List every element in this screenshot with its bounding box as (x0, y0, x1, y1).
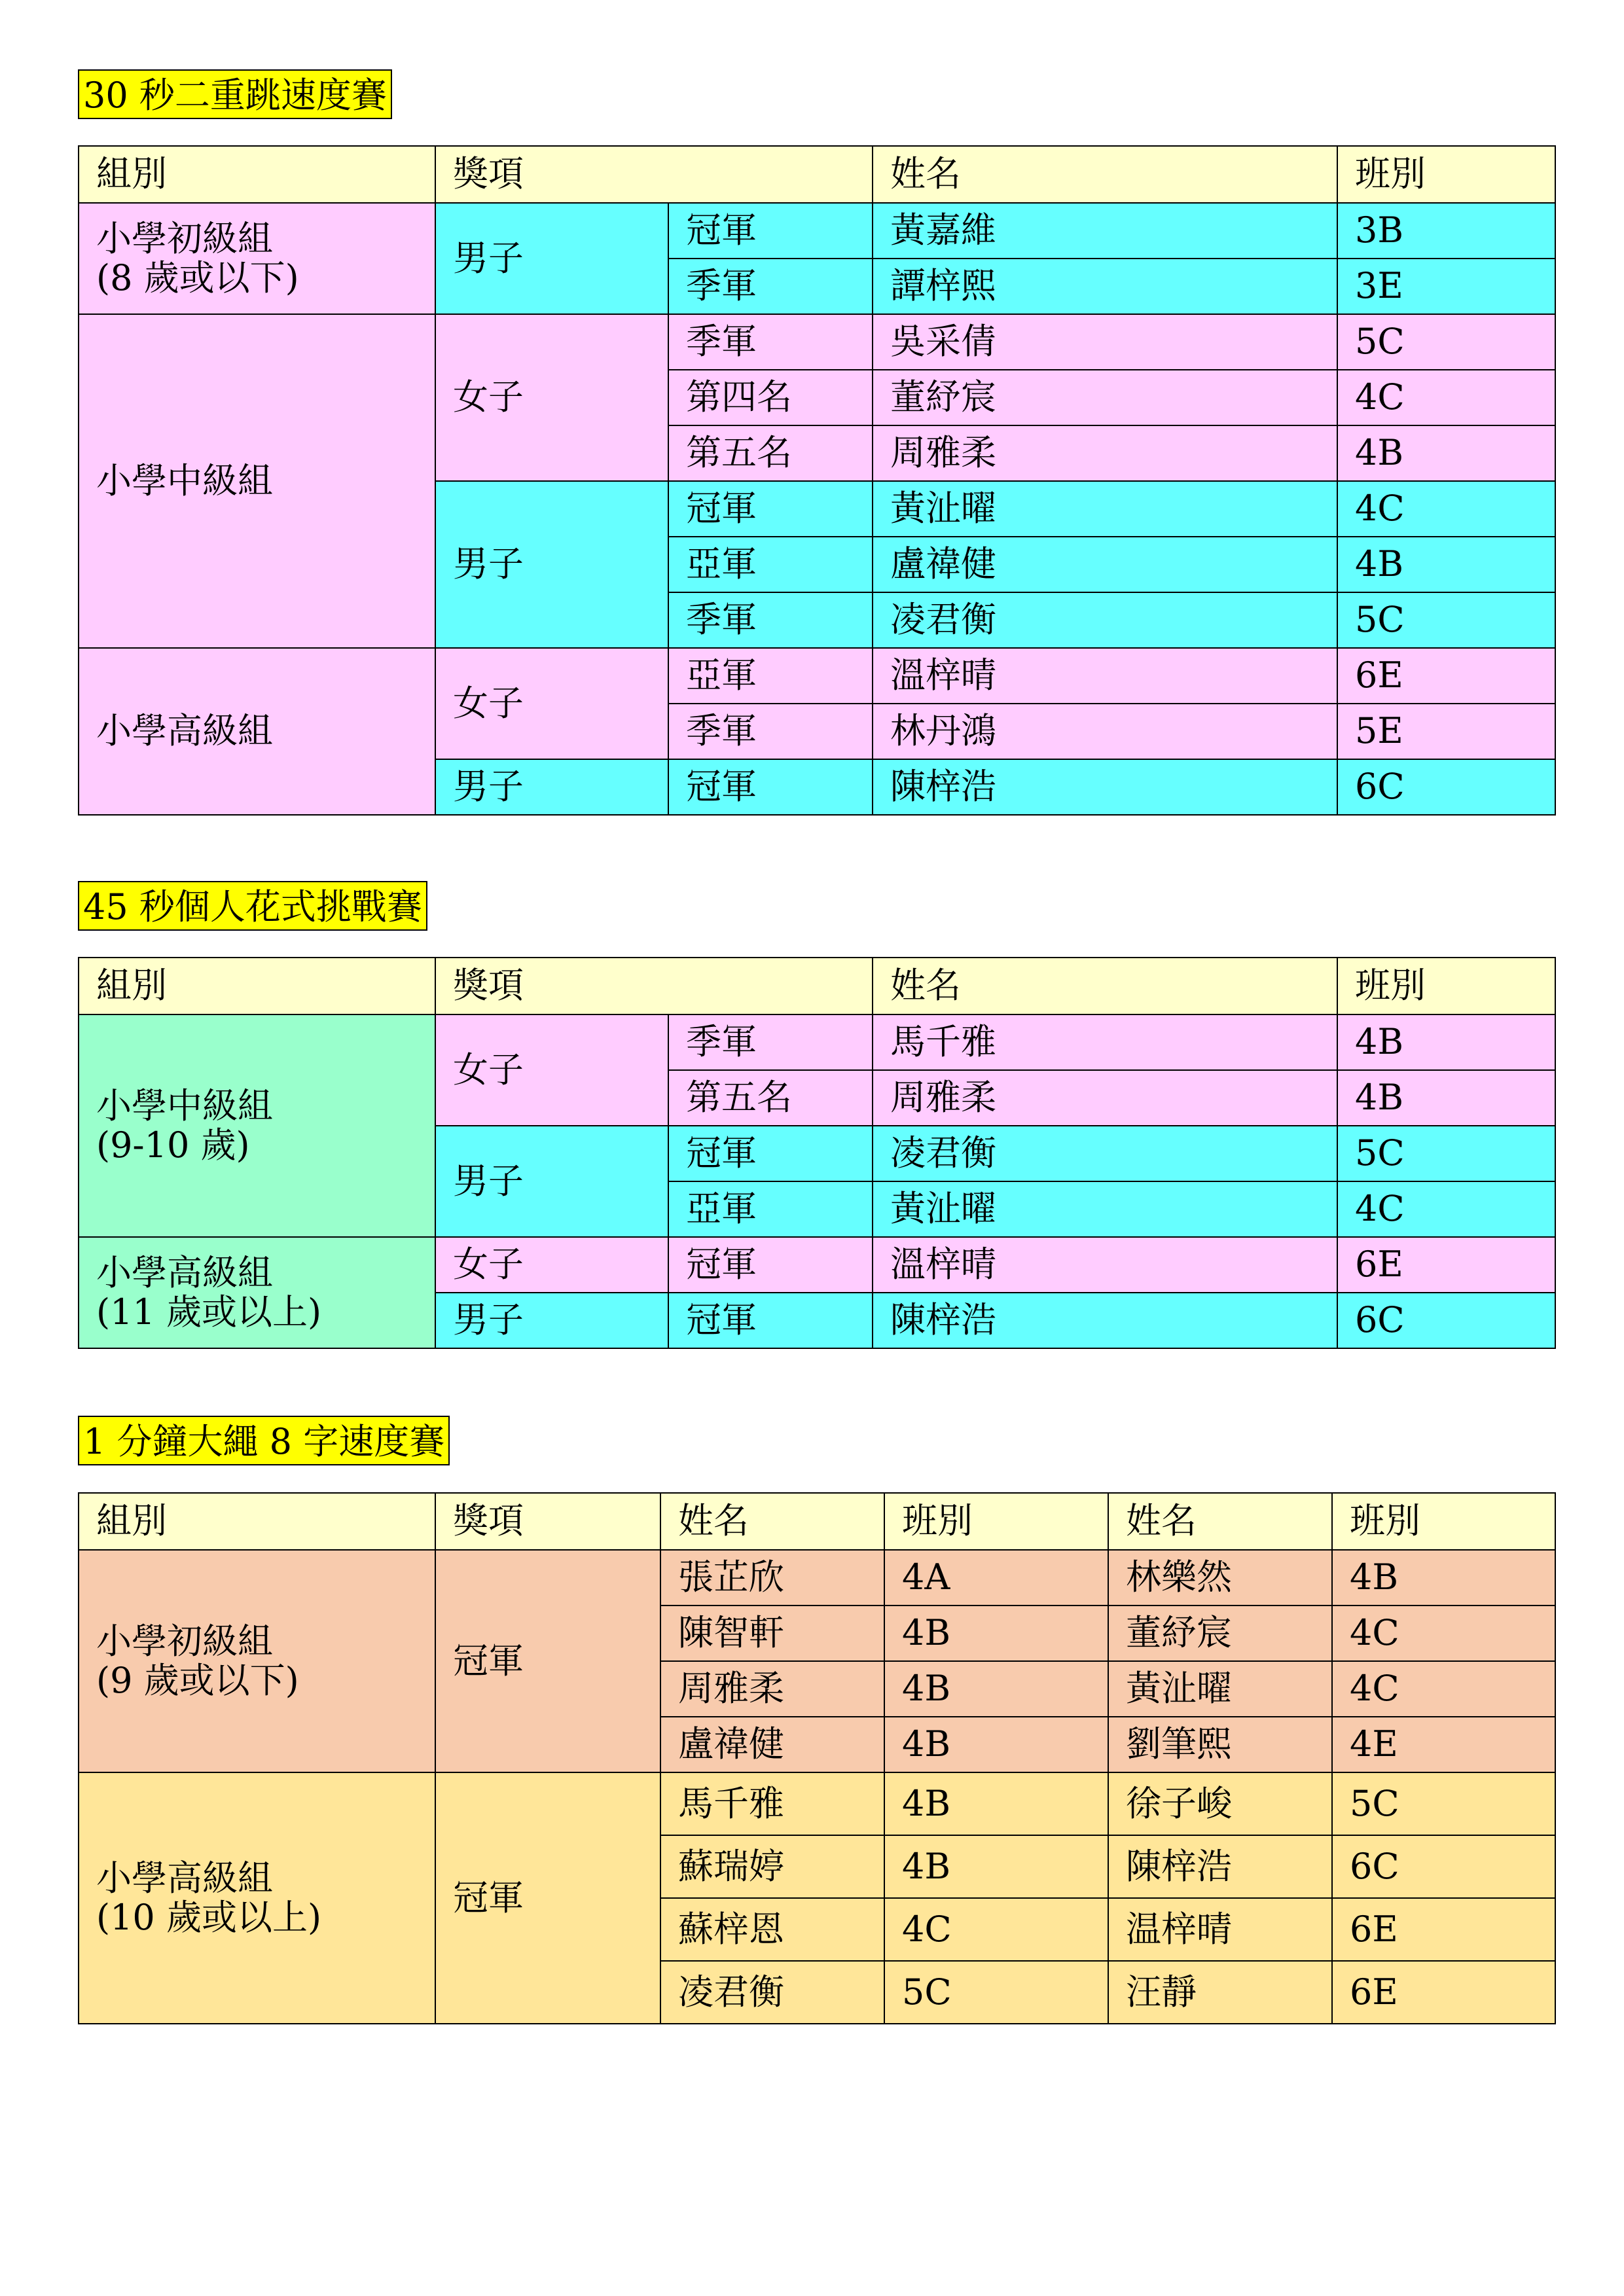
group-cell: 小學中級組 (9-10 歲) (79, 1014, 435, 1237)
header-group: 組別 (79, 146, 435, 203)
award-cell: 冠軍 (668, 1126, 873, 1181)
class-cell: 5C (1337, 592, 1555, 648)
gender-cell: 男子 (435, 203, 668, 314)
award-cell: 冠軍 (668, 481, 873, 537)
name-cell: 張芷欣 (660, 1550, 884, 1605)
class-cell: 4C (884, 1898, 1108, 1961)
gender-cell: 女子 (435, 1237, 668, 1293)
name-cell: 凌君衡 (660, 1961, 884, 2024)
gender-cell: 男子 (435, 1293, 668, 1348)
gender-cell: 女子 (435, 648, 668, 759)
name-cell: 林丹鴻 (873, 704, 1337, 759)
name-cell: 蘇瑞婷 (660, 1835, 884, 1898)
name-cell: 汪靜 (1108, 1961, 1332, 2024)
award-cell: 季軍 (668, 259, 873, 314)
name-cell: 溫梓晴 (873, 1237, 1337, 1293)
award-cell: 季軍 (668, 314, 873, 370)
results-table-long-rope (78, 1492, 1556, 2024)
gender-cell: 女子 (435, 314, 668, 481)
group-cell: 小學高級組 (79, 648, 435, 815)
gender-cell: 男子 (435, 759, 668, 815)
table-header (79, 1493, 1555, 1550)
award-cell: 第四名 (668, 370, 873, 425)
class-cell: 6C (1332, 1835, 1555, 1898)
class-cell: 6E (1337, 648, 1555, 704)
table-header (79, 146, 1555, 203)
header-name: 姓名 (1108, 1493, 1332, 1550)
header-class: 班別 (1337, 958, 1555, 1014)
results-table-freestyle (78, 957, 1556, 1349)
class-cell: 6C (1337, 759, 1555, 815)
header-award: 獎項 (435, 958, 873, 1014)
class-cell: 6E (1332, 1898, 1555, 1961)
name-cell: 馬千雅 (660, 1772, 884, 1835)
name-cell: 盧禕健 (873, 537, 1337, 592)
award-cell: 季軍 (668, 1014, 873, 1070)
header-name: 姓名 (873, 958, 1337, 1014)
class-cell: 4A (884, 1550, 1108, 1605)
group-cell: 小學初級組 (9 歲或以下) (79, 1550, 435, 1772)
class-cell: 4B (884, 1835, 1108, 1898)
class-cell: 4B (1337, 425, 1555, 481)
class-cell: 4B (884, 1772, 1108, 1835)
table-header (79, 958, 1555, 1014)
award-cell: 冠軍 (668, 1293, 873, 1348)
header-class: 班別 (884, 1493, 1108, 1550)
award-cell: 亞軍 (668, 1181, 873, 1237)
table-row (79, 1014, 1555, 1070)
name-cell: 黃沚曜 (1108, 1661, 1332, 1717)
group-cell: 小學高級組 (11 歲或以上) (79, 1237, 435, 1348)
name-cell: 吳采倩 (873, 314, 1337, 370)
class-cell: 4C (1337, 1181, 1555, 1237)
group-cell: 小學中級組 (79, 314, 435, 648)
class-cell: 5C (1337, 314, 1555, 370)
header-class: 班別 (1337, 146, 1555, 203)
name-cell: 董紓宸 (873, 370, 1337, 425)
class-cell: 3B (1337, 203, 1555, 259)
award-cell: 亞軍 (668, 648, 873, 704)
class-cell: 5C (1337, 1126, 1555, 1181)
award-cell: 冠軍 (668, 1237, 873, 1293)
header-award: 獎項 (435, 146, 873, 203)
class-cell: 6E (1337, 1237, 1555, 1293)
class-cell: 4B (1337, 1070, 1555, 1126)
header-award: 獎項 (435, 1493, 660, 1550)
header-group: 組別 (79, 958, 435, 1014)
award-cell: 亞軍 (668, 537, 873, 592)
name-cell: 董紓宸 (1108, 1605, 1332, 1661)
name-cell: 徐子峻 (1108, 1772, 1332, 1835)
award-cell: 季軍 (668, 592, 873, 648)
header-group: 組別 (79, 1493, 435, 1550)
name-cell: 溫梓晴 (873, 648, 1337, 704)
class-cell: 4C (1332, 1605, 1555, 1661)
award-cell: 第五名 (668, 1070, 873, 1126)
name-cell: 陳梓浩 (1108, 1835, 1332, 1898)
name-cell: 凌君衡 (873, 1126, 1337, 1181)
class-cell: 5E (1337, 704, 1555, 759)
header-name: 姓名 (660, 1493, 884, 1550)
class-cell: 4B (884, 1717, 1108, 1772)
table-row (79, 1772, 1555, 1835)
award-cell: 冠軍 (435, 1550, 660, 1772)
class-cell: 4B (1337, 537, 1555, 592)
class-cell: 4B (1337, 1014, 1555, 1070)
name-cell: 周雅柔 (660, 1661, 884, 1717)
name-cell: 陳梓浩 (873, 759, 1337, 815)
class-cell: 4C (1337, 370, 1555, 425)
class-cell: 4C (1332, 1661, 1555, 1717)
name-cell: 周雅柔 (873, 425, 1337, 481)
name-cell: 黃沚曜 (873, 481, 1337, 537)
name-cell: 黃嘉維 (873, 203, 1337, 259)
name-cell: 譚梓熙 (873, 259, 1337, 314)
class-cell: 4B (1332, 1550, 1555, 1605)
name-cell: 黃沚曜 (873, 1181, 1337, 1237)
name-cell: 林樂然 (1108, 1550, 1332, 1605)
award-cell: 冠軍 (435, 1772, 660, 2024)
name-cell: 陳智軒 (660, 1605, 884, 1661)
name-cell: 盧禕健 (660, 1717, 884, 1772)
section-title-freestyle: 45 秒個人花式挑戰賽 (78, 881, 427, 931)
class-cell: 6C (1337, 1293, 1555, 1348)
header-name: 姓名 (873, 146, 1337, 203)
award-cell: 冠軍 (668, 759, 873, 815)
gender-cell: 女子 (435, 1014, 668, 1126)
class-cell: 4B (884, 1605, 1108, 1661)
name-cell: 周雅柔 (873, 1070, 1337, 1126)
class-cell: 6E (1332, 1961, 1555, 2024)
class-cell: 4B (884, 1661, 1108, 1717)
name-cell: 劉筆熙 (1108, 1717, 1332, 1772)
class-cell: 4E (1332, 1717, 1555, 1772)
table-row (79, 648, 1555, 704)
name-cell: 馬千雅 (873, 1014, 1337, 1070)
award-cell: 冠軍 (668, 203, 873, 259)
gender-cell: 男子 (435, 1126, 668, 1237)
class-cell: 5C (1332, 1772, 1555, 1835)
name-cell: 温梓晴 (1108, 1898, 1332, 1961)
class-cell: 5C (884, 1961, 1108, 2024)
section-title-long-rope: 1 分鐘大繩 8 字速度賽 (78, 1416, 450, 1465)
table-row (79, 1237, 1555, 1293)
class-cell: 3E (1337, 259, 1555, 314)
group-cell: 小學初級組 (8 歲或以下) (79, 203, 435, 314)
gender-cell: 男子 (435, 481, 668, 648)
name-cell: 陳梓浩 (873, 1293, 1337, 1348)
results-table-double-under (78, 145, 1556, 816)
class-cell: 4C (1337, 481, 1555, 537)
name-cell: 凌君衡 (873, 592, 1337, 648)
award-cell: 季軍 (668, 704, 873, 759)
award-cell: 第五名 (668, 425, 873, 481)
table-row (79, 1550, 1555, 1605)
group-cell: 小學高級組 (10 歲或以上) (79, 1772, 435, 2024)
table-row (79, 314, 1555, 370)
table-row (79, 203, 1555, 259)
header-class: 班別 (1332, 1493, 1555, 1550)
name-cell: 蘇梓恩 (660, 1898, 884, 1961)
section-title-double-under: 30 秒二重跳速度賽 (78, 69, 392, 119)
